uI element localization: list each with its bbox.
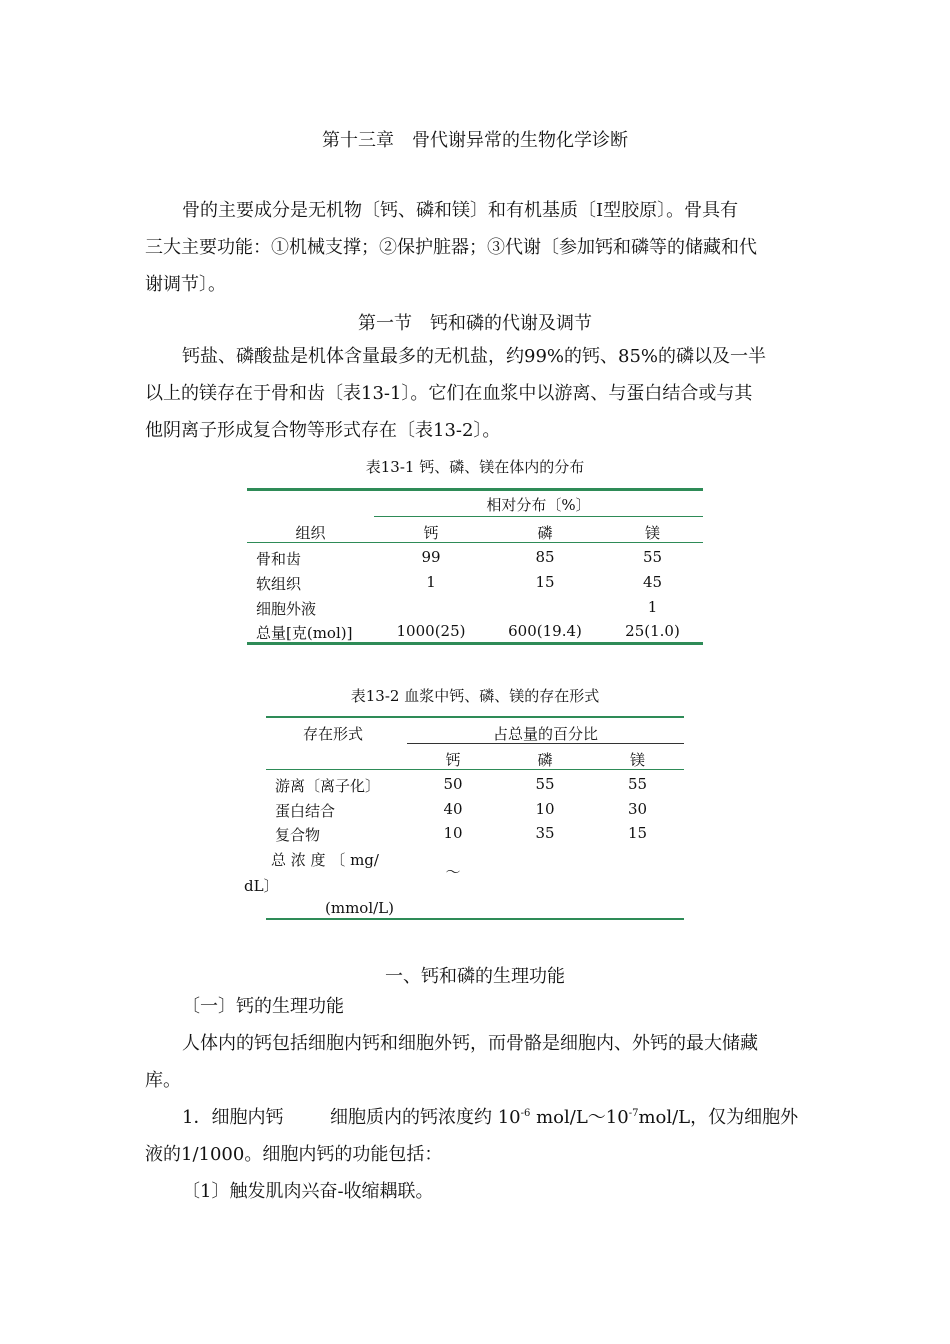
item1-1: 〔1〕触发肌肉兴奋-收缩耦联。 bbox=[182, 1181, 434, 1202]
table1-caption: 表13-1 钙、磷、镁在体内的分布 bbox=[365, 458, 585, 476]
table2-header-form: 存在形式 bbox=[303, 725, 364, 743]
table2-total-unit: (mmol/L) bbox=[325, 899, 394, 917]
table1-row1-label: 骨和齿 bbox=[256, 550, 302, 568]
table2-row3-ca: 10 bbox=[443, 824, 463, 842]
table1-row1-mg: 55 bbox=[642, 548, 663, 566]
intro-line-1: 骨的主要成分是无机物〔钙、磷和镁〕和有机基质〔Ⅰ型胶原〕。骨具有 bbox=[182, 200, 739, 221]
table1-group-rule bbox=[374, 516, 703, 517]
table2-row2-ca: 40 bbox=[443, 800, 463, 818]
intro-line-3: 谢调节〕。 bbox=[145, 274, 226, 295]
table2-header-calcium: 钙 bbox=[445, 751, 461, 769]
table1-row1-ca: 99 bbox=[421, 548, 441, 566]
section-para-line-1: 钙盐、磷酸盐是机体含量最多的无机盐，约99%的钙、85%的磷以及一半 bbox=[182, 346, 767, 367]
table2-caption: 表13-2 血浆中钙、磷、镁的存在形式 bbox=[350, 687, 600, 705]
table1-row3-label: 细胞外液 bbox=[256, 600, 317, 618]
table2-row1-p: 55 bbox=[535, 775, 555, 793]
table2-group-rule bbox=[407, 743, 684, 744]
table1-bottom-rule bbox=[247, 642, 703, 645]
table1-row4-ca: 1000(25) bbox=[396, 622, 466, 640]
table1-row2-p: 15 bbox=[535, 573, 555, 591]
item1-text-c: mol/L，仅为细胞外 bbox=[638, 1107, 799, 1128]
table2-header-rule bbox=[266, 769, 684, 770]
table2-row3-p: 35 bbox=[535, 824, 555, 842]
table1-header-tissue: 组织 bbox=[295, 524, 326, 542]
table2-bottom-rule bbox=[266, 918, 684, 920]
table2-row3-label: 复合物 bbox=[275, 826, 321, 844]
item1-label: 1．细胞内钙 bbox=[182, 1107, 284, 1128]
table2-total-label-1: 总 浓 度 〔 mg/ bbox=[271, 851, 379, 869]
sub-a-line-1: 人体内的钙包括细胞内钙和细胞外钙，而骨骼是细胞内、外钙的最大储藏 bbox=[182, 1033, 758, 1054]
table2-top-rule bbox=[266, 716, 684, 718]
sub-a-title: 〔一〕钙的生理功能 bbox=[182, 996, 344, 1017]
table1-header-phosphorus: 磷 bbox=[537, 524, 553, 542]
table1-row4-label: 总量[克(mol)] bbox=[256, 624, 353, 642]
section-para-line-2: 以上的镁存在于骨和齿〔表13-1〕。它们在血浆中以游离、与蛋白结合或与其 bbox=[145, 383, 753, 404]
item1-exp-b: -7 bbox=[628, 1108, 639, 1119]
table1-group-header: 相对分布〔%〕 bbox=[486, 496, 591, 514]
table2-row1-mg: 55 bbox=[627, 775, 648, 793]
table2-group-header: 占总量的百分比 bbox=[492, 725, 598, 743]
table1-row3-mg: 1 bbox=[647, 598, 658, 616]
table2-header-magnesium: 镁 bbox=[629, 751, 645, 769]
table1-row4-p: 600(19.4) bbox=[508, 622, 582, 640]
table2-row2-mg: 30 bbox=[627, 800, 648, 818]
chapter-title: 第十三章 骨代谢异常的生物化学诊断 bbox=[322, 130, 628, 151]
subsection-title: 一、钙和磷的生理功能 bbox=[385, 966, 565, 987]
table2-row2-label: 蛋白结合 bbox=[275, 802, 336, 820]
table1-header-calcium: 钙 bbox=[423, 524, 439, 542]
intro-line-2: 三大主要功能：①机械支撑；②保护脏器；③代谢〔参加钙和磷等的储藏和代 bbox=[145, 237, 757, 258]
item1-text-line-1 bbox=[330, 1099, 798, 1136]
table2-total-label-2: dL〕 bbox=[244, 877, 279, 895]
item1-line-2: 液的1/1000。细胞内钙的功能包括： bbox=[145, 1144, 443, 1165]
table1-row2-mg: 45 bbox=[642, 573, 663, 591]
table2-row1-label: 游离〔离子化〕 bbox=[275, 777, 381, 795]
table1-header-magnesium: 镁 bbox=[644, 524, 660, 542]
table1-row1-p: 85 bbox=[535, 548, 555, 566]
table1-row4-mg: 25(1.0) bbox=[625, 622, 680, 640]
table1-header-rule bbox=[247, 542, 703, 543]
table2-header-phosphorus: 磷 bbox=[537, 751, 553, 769]
section-para-line-3: 他阴离子形成复合物等形式存在〔表13-2〕。 bbox=[145, 420, 501, 441]
table2-row3-mg: 15 bbox=[627, 824, 648, 842]
sub-a-line-2: 库。 bbox=[145, 1070, 181, 1091]
section-title: 第一节 钙和磷的代谢及调节 bbox=[358, 313, 592, 334]
table1-top-rule bbox=[247, 488, 703, 491]
table1-row2-label: 软组织 bbox=[256, 575, 302, 593]
table2-total-tilde: ～ bbox=[445, 863, 461, 881]
table1-row2-ca: 1 bbox=[426, 573, 436, 591]
item1-text-b: mol/L～10 bbox=[530, 1107, 629, 1128]
table2-row2-p: 10 bbox=[535, 800, 555, 818]
item1-exp-a: -6 bbox=[520, 1108, 531, 1119]
item1-text-a: 细胞质内的钙浓度约 10 bbox=[330, 1107, 521, 1128]
table2-row1-ca: 50 bbox=[443, 775, 463, 793]
